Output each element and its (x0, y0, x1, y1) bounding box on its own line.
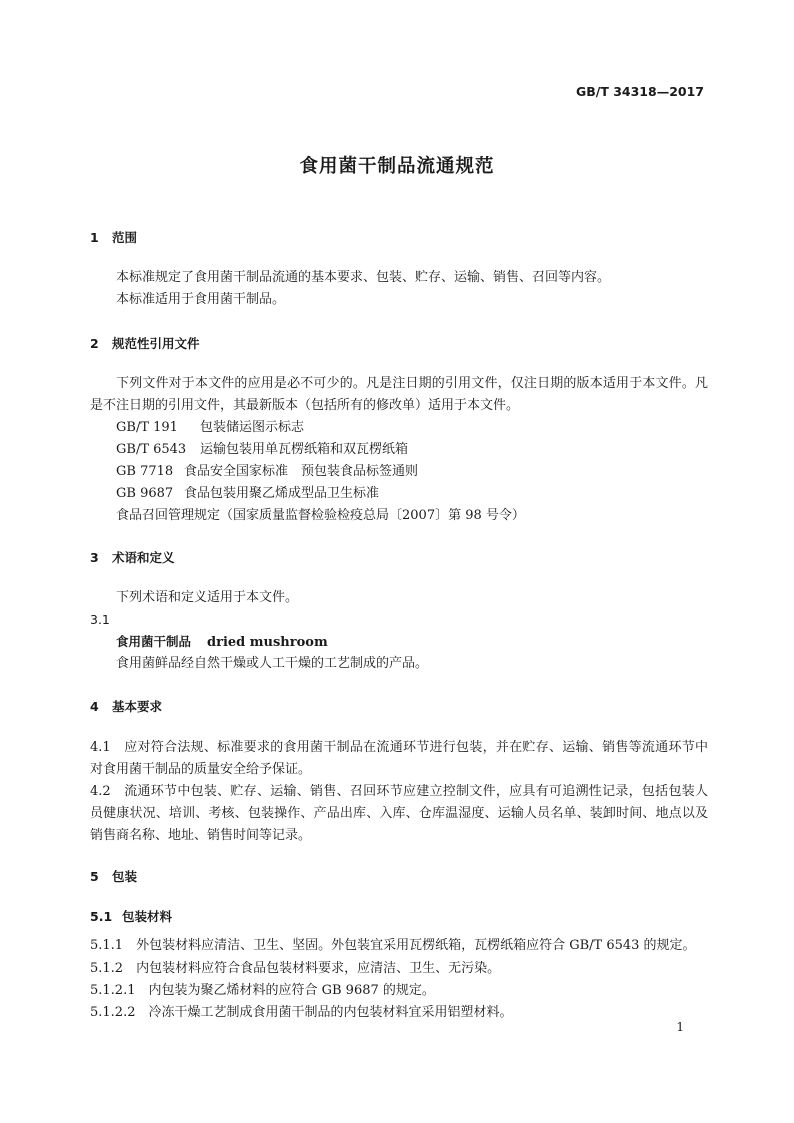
section-title: 术语和定义 (112, 550, 175, 565)
reference-name: 包装储运图示标志 (200, 420, 305, 435)
page-number: 1 (676, 1020, 684, 1034)
clause-5-1-2-1: 5.1.2.1 内包装为聚乙烯材料的应符合 GB 9687 的规定。 (90, 983, 435, 998)
reference-name: 食品包装用聚乙烯成型品卫生标准 (184, 486, 380, 501)
section-heading-2 (90, 334, 200, 352)
reference-item (116, 417, 304, 439)
page-title: 食用菌干制品流通规范 (299, 156, 495, 177)
section-number: 4 (90, 699, 99, 714)
paragraph: 本标准规定了食用菌干制品流通的基本要求、包装、贮存、运输、销售、召回等内容。 (116, 270, 611, 285)
reference-item (116, 461, 418, 483)
reference-code: GB/T 191 (116, 420, 178, 435)
term-chinese: 食用菌干制品 (116, 634, 192, 649)
term-heading (116, 631, 328, 654)
reference-item: 食品召回管理规定（国家质量监督检验检疫总局〔2007〕第 98 号令） (116, 508, 525, 523)
reference-code: GB/T 6543 (116, 442, 187, 457)
reference-item (116, 483, 379, 505)
reference-code: GB 9687 (116, 486, 174, 501)
paragraph: 下列术语和定义适用于本文件。 (116, 590, 299, 605)
clause-5-1-2-2: 5.1.2.2 冷冻干燥工艺制成食用菌干制品的内包装材料宜采用铝塑材料。 (90, 1005, 513, 1020)
reference-item (116, 439, 408, 461)
paragraph: 本标准适用于食用菌干制品。 (116, 292, 286, 307)
reference-name: 运输包装用单瓦楞纸箱和双瓦楞纸箱 (200, 442, 409, 457)
section-number: 2 (90, 336, 99, 351)
section-number: 1 (90, 230, 99, 245)
subsection-title: 包装材料 (122, 909, 173, 924)
term-english: dried mushroom (207, 635, 328, 650)
section-number: 3 (90, 550, 99, 565)
paragraph: 下列文件对于本文件的应用是必不可少的。凡是注日期的引用文件，仅注日期的版本适用于本文件。凡是不注日期的引用文件，其最新版本（包括所有的修改单）适用于本文件。 (90, 376, 708, 413)
subsection-number: 5.1 (90, 909, 113, 924)
section-heading-5 (90, 867, 137, 885)
section-title: 基本要求 (112, 699, 163, 714)
section-heading-1 (90, 228, 137, 246)
section-number: 5 (90, 869, 99, 884)
clause-4-2: 4.2 流通环节中包装、贮存、运输、销售、召回环节应建立控制文件，应具有可追溯性记录，包括包装人员健康状况、培训、考核、包装操作、产品出库、入库、仓库温湿度、运输人员名单、装卸时间、地点以及销售商名称、地址、销售时间等记录。 (90, 784, 708, 843)
term-definition: 食用菌鲜品经自然干燥或人工干燥的工艺制成的产品。 (116, 656, 429, 671)
section-title: 包装 (112, 869, 138, 884)
section-heading-3 (90, 548, 175, 566)
subsection-heading-5-1 (90, 907, 172, 925)
reference-code: GB 7718 (116, 464, 174, 479)
clause-5-1-1: 5.1.1 外包装材料应清洁、卫生、坚固。外包装宜采用瓦楞纸箱，瓦楞纸箱应符合 GB/T 6543 的规定。 (90, 938, 696, 953)
reference-name: 食品安全国家标准 预包装食品标签通则 (184, 464, 419, 479)
section-title: 范围 (112, 230, 138, 245)
standard-code: GB/T 34318—2017 (575, 84, 704, 99)
clause-4-1: 4.1 应对符合法规、标准要求的食用菌干制品在流通环节进行包装，并在贮存、运输、销售等流通环节中对食用菌干制品的质量安全给予保证。 (90, 740, 708, 777)
clause-5-1-2: 5.1.2 内包装材料应符合食品包装材料要求，应清洁、卫生、无污染。 (90, 961, 501, 976)
section-title: 规范性引用文件 (112, 336, 200, 351)
section-heading-4 (90, 697, 162, 715)
term-number: 3.1 (90, 612, 110, 627)
